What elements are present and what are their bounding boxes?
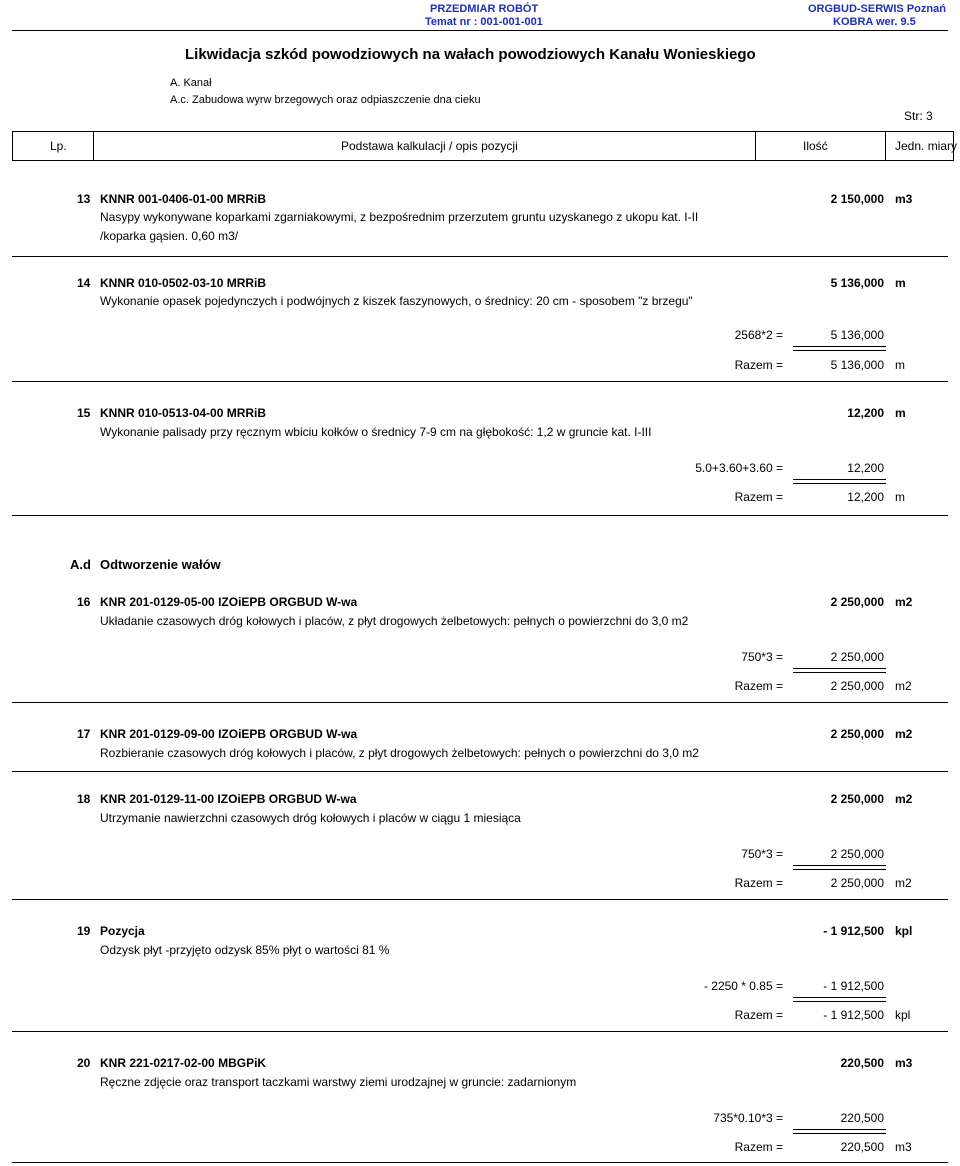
item-quantity: 220,500 <box>840 1056 884 1070</box>
app-title: PRZEDMIAR ROBÓT <box>430 3 539 15</box>
row-separator <box>12 1162 948 1163</box>
sum-label: Razem = <box>734 679 783 693</box>
item-description: Nasypy wykonywane koparkami zgarniakowymi, z bezpośrednim przerzutem gruntu uzyskanego z ukopu kat. I-II <box>100 210 699 224</box>
item-quantity: 5 136,000 <box>830 276 884 290</box>
column-divider <box>93 131 94 161</box>
row-separator <box>12 899 948 900</box>
calc-expression: 735*0.10*3 = <box>713 1111 783 1125</box>
item-lp: 13 <box>77 192 91 206</box>
software-version: KOBRA wer. 9.5 <box>833 16 916 28</box>
row-separator <box>12 515 948 516</box>
sum-label: Razem = <box>734 490 783 504</box>
item-code: KNR 201-0129-09-00 IZOiEPB ORGBUD W-wa <box>100 727 358 741</box>
item-description: Utrzymanie nawierzchni czasowych dróg kołowych i placów w ciągu 1 miesiąca <box>100 811 521 825</box>
item-unit: m2 <box>895 792 913 806</box>
item-quantity: 2 250,000 <box>830 727 884 741</box>
company-name: ORGBUD-SERWIS Poznań <box>808 3 946 15</box>
item-code: KNNR 001-0406-01-00 MRRiB <box>100 192 267 206</box>
item-unit: m3 <box>895 192 913 206</box>
sum-double-rule <box>793 668 886 673</box>
sum-unit: kpl <box>895 1008 911 1022</box>
sum-value: - 1 912,500 <box>823 1008 884 1022</box>
item-code: KNNR 010-0513-04-00 MRRiB <box>100 406 267 420</box>
item-code: KNR 201-0129-05-00 IZOiEPB ORGBUD W-wa <box>100 595 358 609</box>
sum-value: 2 250,000 <box>830 679 884 693</box>
item-unit: kpl <box>895 924 913 938</box>
sum-unit: m3 <box>895 1140 912 1154</box>
column-header-lp: Lp. <box>50 139 67 153</box>
calc-expression: 2568*2 = <box>734 328 783 342</box>
sum-unit: m2 <box>895 679 912 693</box>
item-lp: 18 <box>77 792 91 806</box>
item-lp: 15 <box>77 406 91 420</box>
calc-expression: 750*3 = <box>741 650 783 664</box>
calc-value: 5 136,000 <box>830 328 884 342</box>
calc-expression: - 2250 * 0.85 = <box>703 979 783 993</box>
item-lp: 19 <box>77 924 91 938</box>
row-separator <box>12 1031 948 1032</box>
item-quantity: 2 150,000 <box>830 192 884 206</box>
sum-double-rule <box>793 479 886 484</box>
sum-double-rule <box>793 997 886 1002</box>
sum-value: 2 250,000 <box>830 876 884 890</box>
column-header-basis: Podstawa kalkulacji / opis pozycji <box>341 139 518 153</box>
column-divider <box>755 131 756 161</box>
item-quantity: 2 250,000 <box>830 792 884 806</box>
sum-value: 5 136,000 <box>830 358 884 372</box>
item-code: KNR 221-0217-02-00 MBGPiK <box>100 1056 267 1070</box>
sum-unit: m <box>895 490 905 504</box>
column-header-unit: Jedn. miary <box>895 139 958 153</box>
calc-value: - 1 912,500 <box>823 979 884 993</box>
item-description: Ręczne zdjęcie oraz transport taczkami warstwy ziemi urodzajnej w gruncie: zadarnionym <box>100 1075 577 1089</box>
item-code: KNR 201-0129-11-00 IZOiEPB ORGBUD W-wa <box>100 792 357 806</box>
section-ac-label: A.c. Zabudowa wyrw brzegowych oraz odpiaszczenie dna cieku <box>170 94 481 106</box>
row-separator <box>12 771 948 772</box>
sum-double-rule <box>793 865 886 870</box>
item-unit: m <box>895 406 906 420</box>
section-code: A.d <box>70 557 91 572</box>
item-unit: m <box>895 276 906 290</box>
item-quantity: 12,200 <box>847 406 884 420</box>
row-separator <box>12 702 948 703</box>
section-title: Odtworzenie wałów <box>100 557 221 572</box>
sum-label: Razem = <box>734 1008 783 1022</box>
column-divider <box>885 131 886 161</box>
sum-label: Razem = <box>734 876 783 890</box>
row-separator <box>12 256 948 257</box>
calc-value: 2 250,000 <box>830 650 884 664</box>
page-number: Str: 3 <box>904 109 933 123</box>
column-header-qty: Ilość <box>803 139 828 153</box>
item-quantity: 2 250,000 <box>830 595 884 609</box>
item-unit: m2 <box>895 595 913 609</box>
calc-value: 12,200 <box>847 461 884 475</box>
sum-value: 220,500 <box>840 1140 884 1154</box>
document-title: Likwidacja szkód powodziowych na wałach powodziowych Kanału Wonieskiego <box>185 46 756 63</box>
item-code: KNNR 010-0502-03-10 MRRiB <box>100 276 267 290</box>
item-unit: m3 <box>895 1056 913 1070</box>
item-description: Wykonanie palisady przy ręcznym wbiciu kołków o średnicy 7-9 cm na głębokość: 1,2 w gruncie kat. I-III <box>100 425 652 439</box>
item-description: /koparka gąsien. 0,60 m3/ <box>100 229 239 243</box>
item-code: Pozycja <box>100 924 145 938</box>
sum-label: Razem = <box>734 358 783 372</box>
item-description: Rozbieranie czasowych dróg kołowych i placów, z płyt drogowych żelbetowych: pełnych o powierzchni do 3,0 m2 <box>100 746 699 760</box>
calc-expression: 5.0+3.60+3.60 = <box>695 461 783 475</box>
sum-value: 12,200 <box>847 490 884 504</box>
item-description: Układanie czasowych dróg kołowych i placów, z płyt drogowych żelbetowych: pełnych o powierzchni do 3,0 m2 <box>100 614 689 628</box>
sum-unit: m <box>895 358 905 372</box>
calc-expression: 750*3 = <box>741 847 783 861</box>
calc-value: 220,500 <box>840 1111 884 1125</box>
header-rule <box>12 30 948 31</box>
sum-double-rule <box>793 1129 886 1134</box>
sum-double-rule <box>793 346 886 351</box>
item-description: Wykonanie opasek pojedynczych i podwójnych z kiszek faszynowych, o średnicy: 20 cm - sposobem "z brzegu" <box>100 294 693 308</box>
item-lp: 17 <box>77 727 91 741</box>
item-unit: m2 <box>895 727 913 741</box>
calc-value: 2 250,000 <box>830 847 884 861</box>
item-lp: 14 <box>77 276 91 290</box>
sum-unit: m2 <box>895 876 912 890</box>
topic-number: Temat nr : 001-001-001 <box>425 16 543 28</box>
item-quantity: - 1 912,500 <box>823 924 884 938</box>
item-lp: 16 <box>77 595 91 609</box>
row-separator <box>12 381 948 382</box>
section-a-label: A. Kanał <box>170 77 212 89</box>
item-description: Odzysk płyt -przyjęto odzysk 85% płyt o wartości 81 % <box>100 943 390 957</box>
sum-label: Razem = <box>734 1140 783 1154</box>
item-lp: 20 <box>77 1056 91 1070</box>
